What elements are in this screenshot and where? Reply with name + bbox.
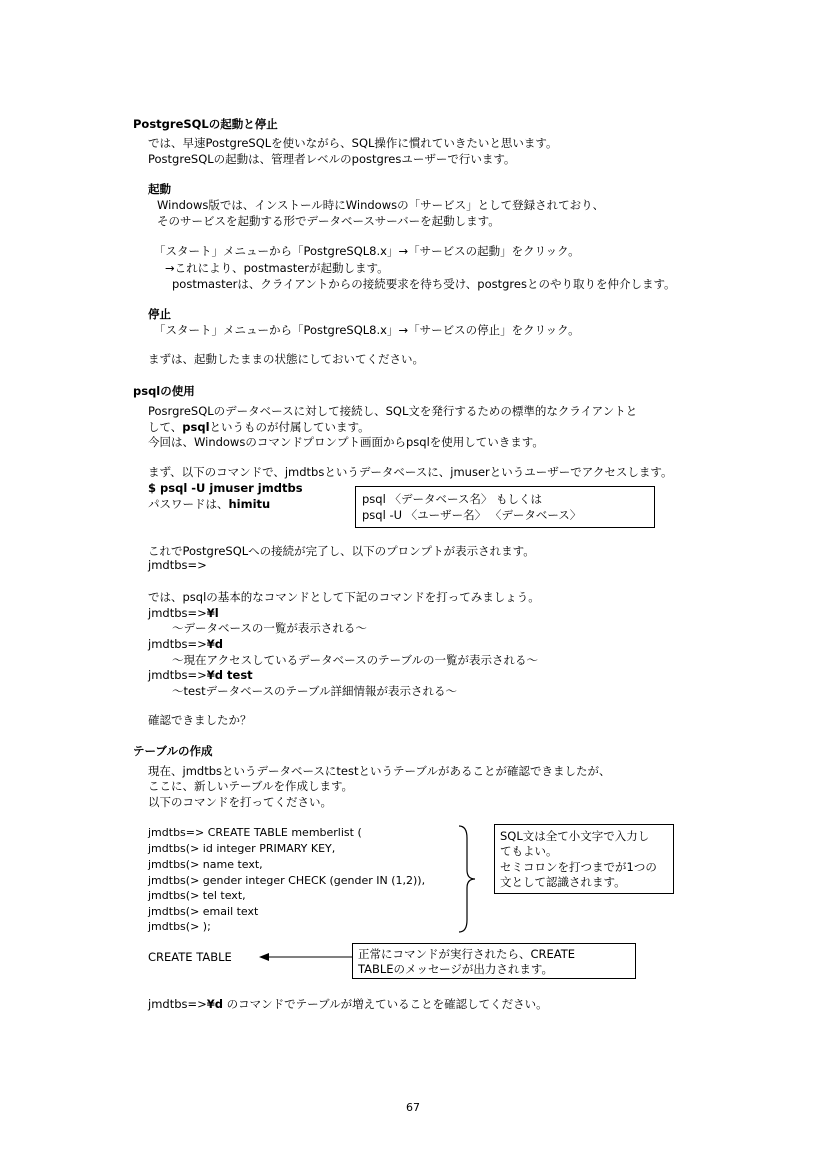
password-label: パスワードは、 <box>148 497 229 511</box>
sql-line: jmdtbs(> gender integer CHECK (gender IN (1,2)), <box>148 874 426 887</box>
paragraph: では、早速PostgreSQLを使いながら、SQL操作に慣れていきたいと思います。 <box>148 136 558 150</box>
command: ¥d <box>206 997 224 1011</box>
paragraph: 確認できましたか？ <box>148 713 252 727</box>
paragraph: ここに、新しいテーブルを作成します。 <box>148 779 354 793</box>
paragraph: PostgreSQLの起動は、管理者レベルのpostgresユーザーで行います。 <box>148 152 516 166</box>
password-value: himitu <box>228 497 271 511</box>
paragraph: これでPostgreSQLへの接続が完了し、以下のプロンプトが表示されます。 <box>148 544 535 558</box>
paragraph: そのサービスを起動する形でデータベースサーバーを起動します。 <box>157 214 500 228</box>
command-example <box>148 637 223 651</box>
page-number: 67 <box>406 1101 420 1114</box>
section-title-startup: PostgreSQLの起動と停止 <box>133 117 278 131</box>
prompt: jmdtbs=> <box>148 558 207 572</box>
subheading-start: 起動 <box>148 182 171 196</box>
result-note-box <box>352 943 636 979</box>
password-line <box>148 497 270 511</box>
section-title-create-table: テーブルの作成 <box>133 744 213 758</box>
prompt: jmdtbs=> <box>148 637 207 651</box>
paragraph: 今回は、Windowsのコマンドプロンプト画面からpsqlを使用していきます。 <box>148 435 544 449</box>
command: ¥d <box>206 637 224 651</box>
command-description: ～testデータベースのテーブル詳細情報が表示される～ <box>172 684 457 698</box>
subheading-stop: 停止 <box>148 307 171 321</box>
note-line: SQL文は全て小文字で入力し <box>500 829 650 843</box>
note-line: てもよい。 <box>500 844 558 858</box>
section-title-psql: psqlの使用 <box>133 384 195 398</box>
sql-line: jmdtbs(> email text <box>148 905 259 918</box>
note-line: 文として認識されます。 <box>500 875 626 889</box>
paragraph <box>148 420 370 434</box>
text: というものが付属しています。 <box>209 420 370 434</box>
sql-line: jmdtbs(> id integer PRIMARY KEY, <box>148 842 336 855</box>
text: のコマンドでテーブルが増えていることを確認してください。 <box>223 997 548 1011</box>
sql-line: jmdtbs(> name text, <box>148 858 263 871</box>
note-line: TABLEのメッセージが出力されます。 <box>358 962 553 976</box>
sql-note-box <box>494 824 674 894</box>
command-output: CREATE TABLE <box>148 950 232 964</box>
syntax-line: psql 〈データベース名〉 もしくは <box>362 492 543 506</box>
text: して、 <box>148 420 183 434</box>
final-instruction <box>148 997 548 1011</box>
command-description: ～現在アクセスしているデータベースのテーブルの一覧が表示される～ <box>172 653 539 667</box>
command-example <box>148 668 253 682</box>
curly-brace <box>455 824 485 934</box>
command-line: $ psql -U jmuser jmdtbs <box>148 481 303 495</box>
command-example <box>148 606 219 620</box>
sql-line: jmdtbs(> ); <box>148 920 211 933</box>
paragraph: PosrgreSQLのデータベースに対して接続し、SQL文を発行するための標準的なクライアントと <box>148 404 638 418</box>
instruction-step: 「スタート」メニューから「PostgreSQL8.x」→「サービスの起動」をクリック。 <box>154 244 580 258</box>
paragraph: まずは、起動したままの状態にしておいてください。 <box>148 352 424 366</box>
prompt: jmdtbs=> <box>148 997 207 1011</box>
instruction-step: 「スタート」メニューから「PostgreSQL8.x」→「サービスの停止」をクリック。 <box>154 323 580 337</box>
paragraph: では、psqlの基本的なコマンドとして下記のコマンドを打ってみましょう。 <box>148 590 540 604</box>
paragraph: →これにより、postmasterが起動します。 <box>165 261 389 275</box>
syntax-line: psql -U 〈ユーザー名〉 〈データベース〉 <box>362 508 582 522</box>
command-description: ～データベースの一覧が表示される～ <box>172 621 367 635</box>
paragraph: 以下のコマンドを打ってください。 <box>148 795 332 809</box>
prompt: jmdtbs=> <box>148 668 207 682</box>
paragraph: Windows版では、インストール時にWindowsの「サービス」として登録されており、 <box>157 198 605 212</box>
command: ¥l <box>206 606 219 620</box>
paragraph: 現在、jmdtbsというデータベースにtestというテーブルがあることが確認できましたが、 <box>148 764 611 778</box>
paragraph: postmasterは、クライアントからの接続要求を待ち受け、postgresとのやり取りを仲介します。 <box>172 277 676 291</box>
note-line: 正常にコマンドが実行されたら、CREATE <box>358 947 576 961</box>
note-line: セミコロンを打つまでが1つの <box>500 860 657 874</box>
prompt: jmdtbs=> <box>148 606 207 620</box>
sql-line: jmdtbs(> tel text, <box>148 889 246 902</box>
sql-line: jmdtbs=> CREATE TABLE memberlist ( <box>148 826 362 839</box>
command: ¥d test <box>206 668 253 682</box>
paragraph: まず、以下のコマンドで、jmdtbsというデータベースに、jmuserというユーザーでアクセスします。 <box>148 465 673 479</box>
psql-term: psql <box>182 420 210 434</box>
arrow-left-icon <box>258 950 358 964</box>
syntax-box <box>355 486 655 528</box>
